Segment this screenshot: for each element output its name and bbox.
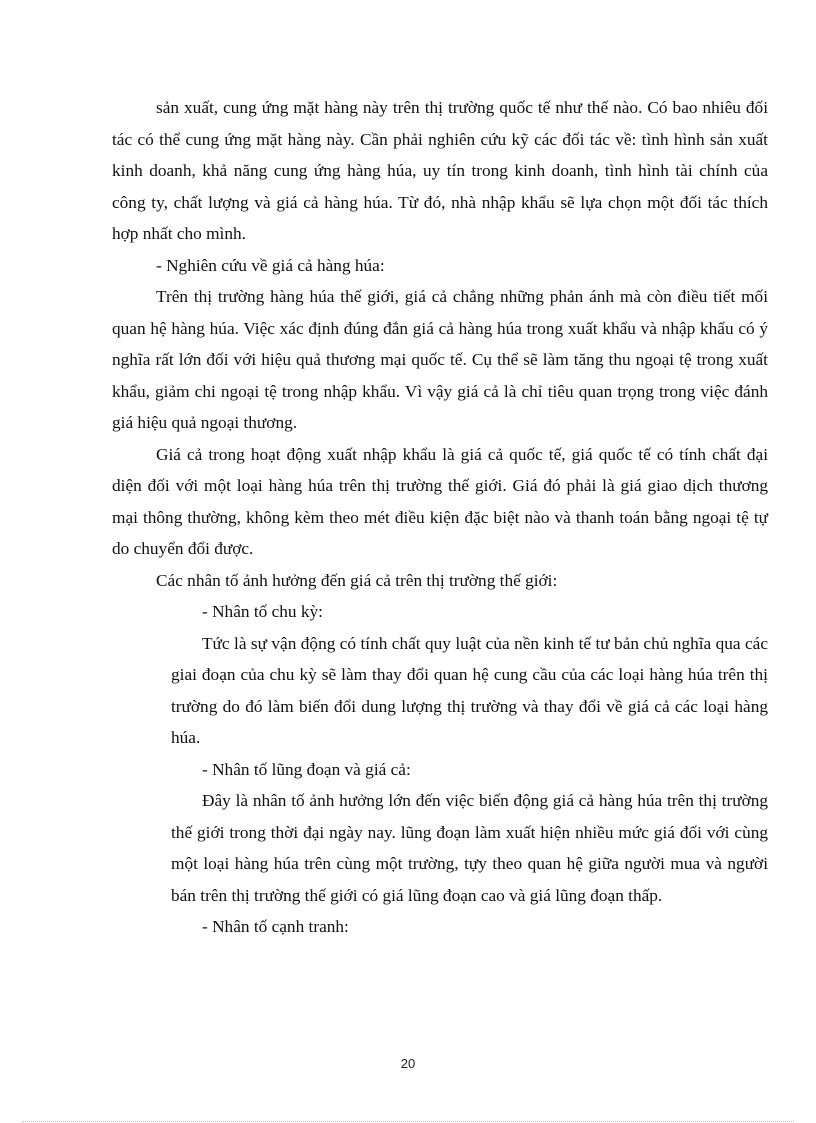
heading-competition-factor: - Nhân tố cạnh tranh: bbox=[202, 917, 349, 936]
paragraph-monopoly-factor: Đây là nhân tố ảnh hưởng lớn đến việc biến động giá cả hàng húa trên thị trường thế giới trong thời đại ngày nay. lũng đoạn làm xuất hiện nhiều mức giá đối với cùng một loại hàng húa trên cùng một trường, tựy theo quan hệ giữa người mua và người bán trên thị trường thế giới có giá lũng đoạn cao và giá lũng đoạn thấp. bbox=[171, 791, 768, 905]
heading-monopoly-factor: - Nhân tố lũng đoạn và giá cả: bbox=[202, 759, 411, 779]
page-body bbox=[112, 92, 768, 943]
page-number: 20 bbox=[400, 1056, 416, 1071]
paragraph-partner-research: sản xuất, cung ứng mặt hàng này trên thị trường quốc tế như thế nào. Có bao nhiêu đối tác có thể cung ứng mặt hàng này. Cần phải nghiên cứu kỹ các đối tác về: tình hình sản xuất kinh doanh, khả năng cung ứng hàng húa, uy tín trong kinh doanh, tình hình tài chính của công ty, chất lượng và giá cả hàng húa. Từ đó, nhà nhập khẩu sẽ lựa chọn một đối tác thích hợp nhất cho mình. bbox=[112, 98, 768, 243]
heading-price-factors: Các nhân tố ảnh hưởng đến giá cả trên thị trường thế giới: bbox=[156, 570, 558, 590]
heading-price-research: - Nghiên cứu về giá cả hàng húa: bbox=[156, 255, 385, 275]
paragraph-international-price: Giá cả trong hoạt động xuất nhập khẩu là giá cả quốc tế, giá quốc tế có tính chất đại diện đối với một loại hàng húa trên thị trường thế giới. Giá đó phải là giá giao dịch thương mại thông thường, không kèm theo mét điều kiện đặc biệt nào và thanh toán bằng ngoại tệ tự do chuyển đổi được. bbox=[112, 444, 768, 558]
paragraph-world-market-price: Trên thị trường hàng húa thế giới, giá cả chẳng những phản ánh mà còn điều tiết mối quan hệ hàng húa. Việc xác định đúng đắn giá cả hàng húa trong xuất khẩu và nhập khẩu có ý nghĩa rất lớn đối với hiệu quả thương mại quốc tế. Cụ thể sẽ làm tăng thu ngoại tệ trong xuất khẩu, giảm chi ngoại tệ trong nhập khẩu. Vì vậy giá cả là chỉ tiêu quan trọng trong việc đánh giá hiệu quả ngoại thương. bbox=[112, 287, 768, 432]
heading-cycle-factor: - Nhân tố chu kỳ: bbox=[202, 602, 323, 621]
page-bottom-divider bbox=[22, 1121, 794, 1122]
paragraph-cycle-factor: Tức là sự vận động có tính chất quy luật của nền kinh tế tư bản chủ nghĩa qua các giai đoạn của chu kỳ sẽ làm thay đổi quan hệ cung cầu của các loại hàng húa trên thị trường do đó làm biến đổi dung lượng thị trường và thay đổi về giá cả các loại hàng húa. bbox=[171, 633, 768, 747]
